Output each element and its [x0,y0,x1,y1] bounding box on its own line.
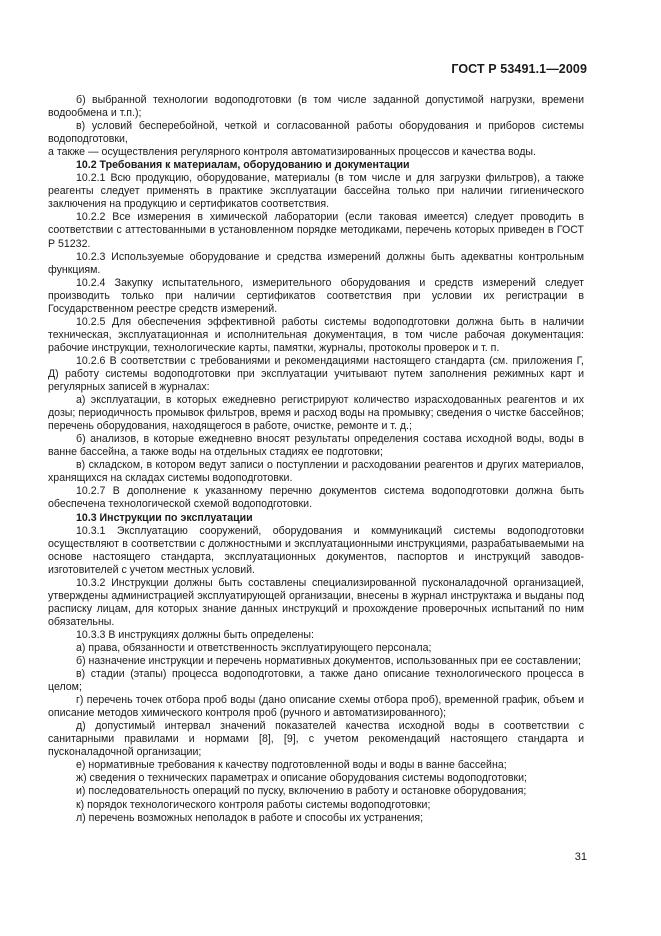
list-item: и) последовательность операций по пуску, включению в работу и остановке оборудования; [76,785,527,798]
list-item: а) эксплуатации, в которых ежедневно регистрируют количество израсходованных реагентов и их дозы; периодичность промывок фильтров, время и расход воды на промывку; сведения о чистке бассейнов; перечень оборудования, находящегося в работе, очистке, ремонте и т. д.; [48,394,584,433]
paragraph: 10.2.7 В дополнение к указанному перечню документов система водоподготовки должна быть обеспечена технологической схемой водоподготовки. [48,485,584,511]
section-heading: 10.3 Инструкции по эксплуатации [76,511,253,524]
paragraph: 10.2.5 Для обеспечения эффективной работы системы водоподготовки должна быть в наличии техническая, эксплуатационная и исполнительная документация, в том числе рабочая документация: рабочие инструкции, технологические карты, памятки, журналы, протоколы проверок и т. п. [48,315,584,354]
list-item: е) нормативные требования к качеству подготовленной воды и воды в ванне бассейна; [76,759,507,772]
list-item: г) перечень точек отбора проб воды (дано описание схемы отбора проб), временной график, объем и описание методов химического контроля проб (ручного и автоматизированного); [48,694,584,720]
paragraph: 10.2.6 В соответствии с требованиями и рекомендациями настоящего стандарта (см. приложения Г, Д) работу системы водоподготовки при эксплуатации учитывают путем заполнения режимных карт и регулярных записей в журналах: [48,354,584,394]
list-item: а) права, обязанности и ответственность эксплуатирующего персонала; [76,641,432,654]
list-item: в) складском, в котором ведут записи о поступлении и расходовании реагентов и других материалов, хранящихся на складах системы водоподготовки. [48,459,584,485]
list-item: в) условий бесперебойной, четкой и согласованной работы оборудования и приборов системы водоподготовки, [48,120,584,146]
list-item: к) порядок технологического контроля работы системы водоподготовки; [76,798,431,811]
paragraph: 10.2.4 Закупку испытательного, измерительного оборудования и средств измерений следует производить только при наличии сертификатов соответствия при условии их регистрации в Государственном реестре средств измерений. [48,276,584,315]
paragraph: 10.3.2 Инструкции должны быть составлены специализированной пусконаладочной организацией, утверждены администрацией эксплуатирующей организации, внесены в журнал инструктажа и выданы под расписку лицам, для которых знание данных инструкций и прохождение проверочных испытаний по ним обязательны. [48,576,584,628]
paragraph: 10.3.1 Эксплуатацию сооружений, оборудования и коммуникаций системы водоподготовки осуществляют в соответствии с должностными и эксплуатационными инструкциями, разрабатываемыми на основе настоящего стандарта, эксплуатационных документов, паспортов и инструкций заводов-изготовителей с учетом местных условий. [48,524,584,576]
paragraph: а также — осуществления регулярного контроля автоматизированных процессов и качества воды. [48,146,536,159]
document-body [48,94,584,825]
document-header: ГОСТ Р 53491.1—2009 [451,62,587,76]
list-item: б) анализов, в которые ежедневно вносят результаты определения состава исходной воды, воды в ванне бассейна, а также воды на отдельных стадиях ее подготовки; [48,433,584,459]
paragraph: 10.2.3 Используемые оборудование и средства измерений должны быть адекватны контрольным функциям. [48,250,584,276]
list-item: б) выбранной технологии водоподготовки (в том числе заданной допустимой нагрузки, времени водообмена и т.п.); [48,94,584,120]
list-item: в) стадии (этапы) процесса водоподготовки, а также дано описание технологического процесса в целом; [48,668,584,694]
page-number: 31 [574,851,587,863]
list-item: б) назначение инструкции и перечень нормативных документов, использованных при ее составлении; [76,655,581,668]
paragraph: 10.2.1 Всю продукцию, оборудование, материалы (в том числе и для загрузки фильтров), а также реагенты следует применять в практике эксплуатации бассейна только при наличии гигиенического заключения на продукцию и сертификатов соответствия. [48,172,584,211]
list-item: л) перечень возможных неполадок в работе и способы их устранения; [76,811,424,824]
paragraph: 10.3.3 В инструкциях должны быть определены: [76,628,314,641]
section-heading: 10.2 Требования к материалам, оборудованию и документации [76,159,410,172]
list-item: ж) сведения о технических параметрах и описание оборудования системы водоподготовки; [76,772,527,785]
list-item: д) допустимый интервал значений показателей качества исходной воды в соответствии с санитарными правилами и нормами [8], [9], с учетом рекомендаций настоящего стандарта и пусконаладочной организации; [48,720,584,759]
paragraph: 10.2.2 Все измерения в химической лаборатории (если таковая имеется) следует проводить в соответствии с аттестованными в установленном порядке методиками, перечень которых приведен в ГОСТ Р 51232. [48,211,584,250]
